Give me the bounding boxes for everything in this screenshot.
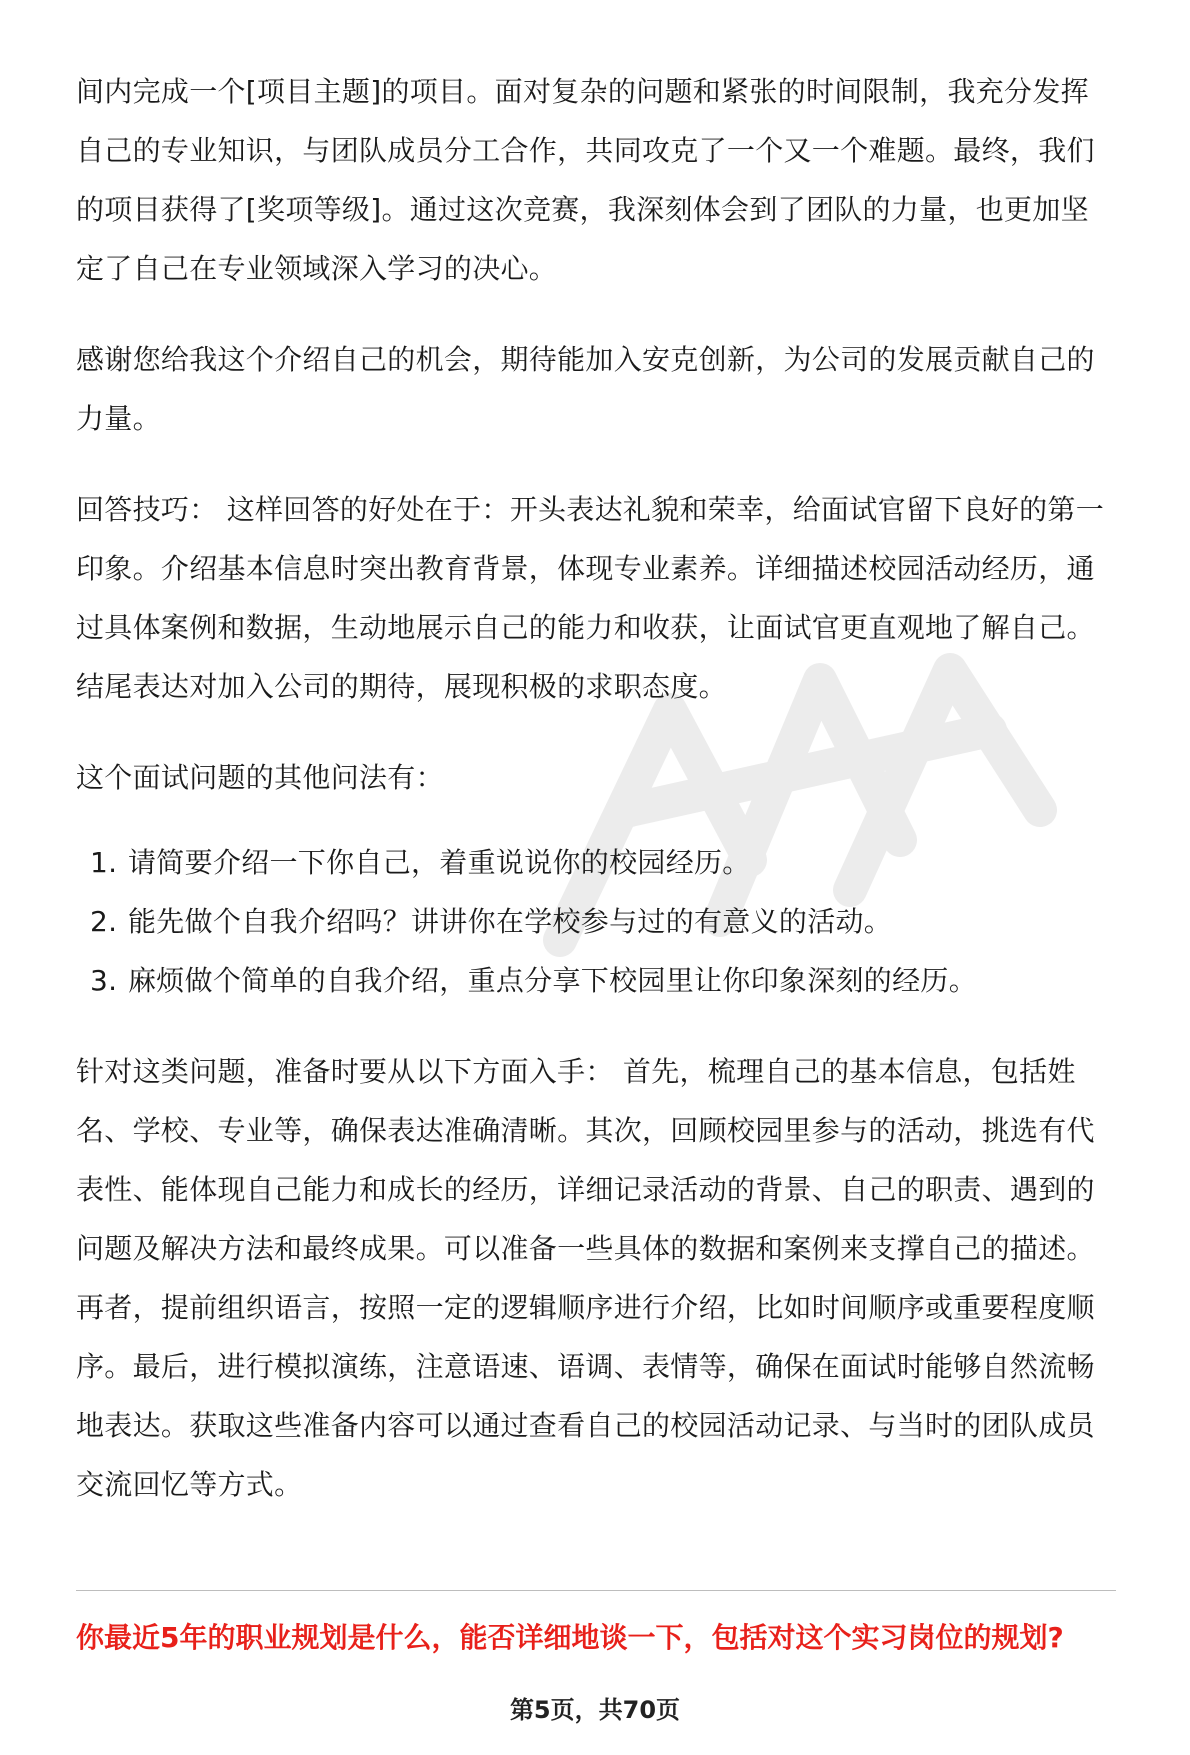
document-body — [76, 62, 1116, 1514]
section-divider — [76, 1590, 1116, 1591]
page-number: 第5页，共70页 — [509, 1696, 681, 1724]
paragraph-thanks: 感谢您给我这个介绍自己的机会，期待能加入安克创新，为公司的发展贡献自己的力量。 — [76, 343, 1095, 435]
list-number: 3. — [90, 964, 118, 997]
next-question-heading: 你最近5年的职业规划是什么，能否详细地谈一下，包括对这个实习岗位的规划? — [76, 1621, 1064, 1654]
paragraph-competition: 间内完成一个[项目主题]的项目。面对复杂的问题和紧张的时间限制，我充分发挥自己的专业知识，与团队成员分工合作，共同攻克了一个又一个难题。最终，我们的项目获得了[奖项等级]。通过这次竞赛，我深刻体会到了团队的力量，也更加坚定了自己在专业领域深入学习的决心。 — [76, 75, 1095, 285]
list-item — [76, 951, 1116, 1010]
list-item — [76, 892, 1116, 951]
list-item — [76, 833, 1116, 892]
list-item-text: 麻烦做个简单的自我介绍，重点分享下校园里让你印象深刻的经历。 — [128, 964, 978, 997]
list-item-text: 能先做个自我介绍吗？讲讲你在学校参与过的有意义的活动。 — [128, 905, 893, 938]
list-number: 1. — [90, 846, 118, 879]
paragraph-answer-tips: 回答技巧： 这样回答的好处在于：开头表达礼貌和荣幸，给面试官留下良好的第一印象。介绍基本信息时突出教育背景，体现专业素养。详细描述校园活动经历，通过具体案例和数据，生动地展示自己的能力和收获，让面试官更直观地了解自己。结尾表达对加入公司的期待，展现积极的求职态度。 — [76, 493, 1105, 703]
alt-question-list — [76, 833, 1116, 1010]
list-item-text: 请简要介绍一下你自己，着重说说你的校园经历。 — [128, 846, 751, 879]
list-number: 2. — [90, 905, 118, 938]
paragraph-alt-intro: 这个面试问题的其他问法有： — [76, 761, 444, 794]
paragraph-preparation: 针对这类问题，准备时要从以下方面入手： 首先，梳理自己的基本信息，包括姓名、学校、专业等，确保表达准确清晰。其次，回顾校园里参与的活动，挑选有代表性、能体现自己能力和成长的经历，详细记录活动的背景、自己的职责、遇到的问题及解决方法和最终成果。可以准备一些具体的数据和案例来支撑自己的描述。再者，提前组织语言，按照一定的逻辑顺序进行介绍，比如时间顺序或重要程度顺序。最后，进行模拟演练，注意语速、语调、表情等，确保在面试时能够自然流畅地表达。获取这些准备内容可以通过查看自己的校园活动记录、与当时的团队成员交流回忆等方式。 — [76, 1055, 1095, 1501]
